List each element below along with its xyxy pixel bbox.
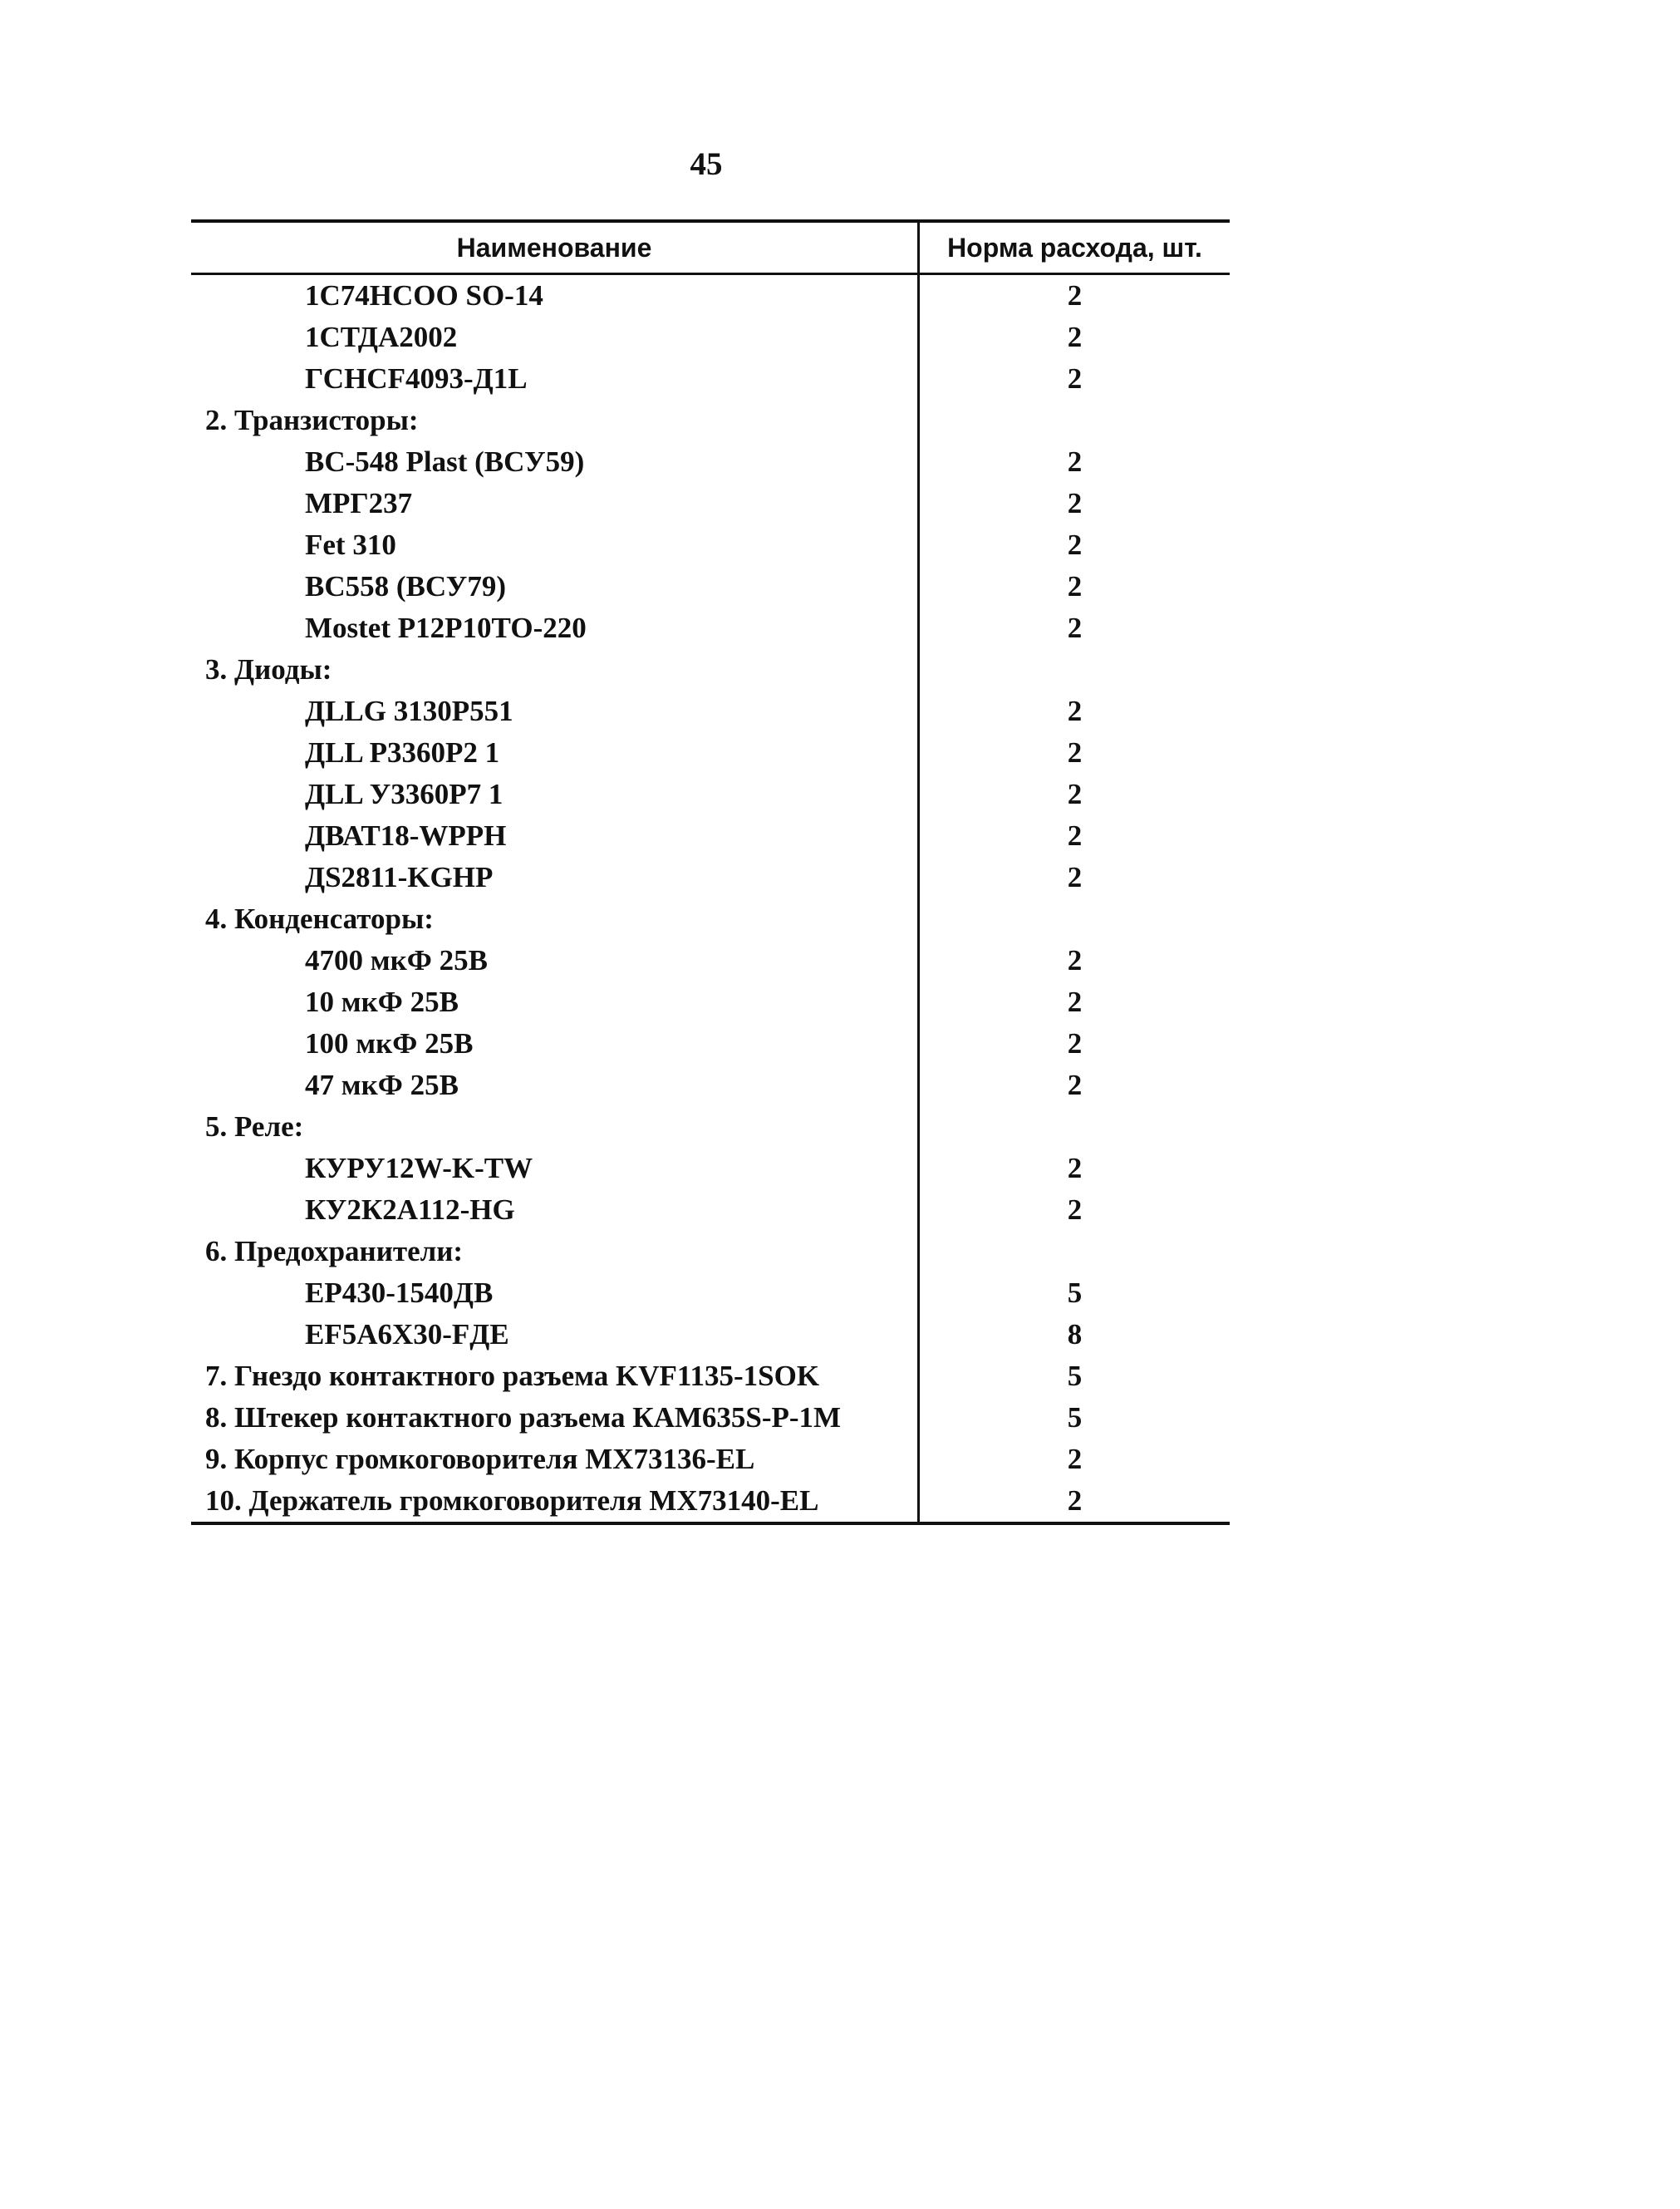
item-qty: 2: [1067, 570, 1083, 603]
item-name: ВС558 (ВСУ79): [191, 566, 920, 608]
item-qty: 2: [1067, 321, 1083, 353]
table-row: [191, 774, 1230, 815]
table-row: [191, 1065, 1230, 1106]
table-row: [191, 441, 1230, 483]
header-qty: Норма расхода, шт.: [947, 232, 1202, 263]
item-name: ГСНСF4093-Д1L: [191, 358, 920, 400]
item-name: 8. Штекер контактного разъема КАМ635S-Р-1М: [191, 1397, 920, 1439]
table-row: [191, 1148, 1230, 1189]
item-name: МРГ237: [191, 483, 920, 524]
table-row: [191, 524, 1230, 566]
item-qty: 2: [1067, 695, 1083, 727]
item-qty: 2: [1067, 736, 1083, 769]
table-row: [191, 566, 1230, 608]
table-row-section: [191, 1355, 1230, 1397]
table-row: [191, 1189, 1230, 1231]
table-row-section: [191, 1231, 1230, 1272]
item-name: Fet 310: [191, 524, 920, 566]
item-qty: 2: [1067, 819, 1083, 852]
item-qty: 8: [1067, 1318, 1083, 1350]
table-row-section: [191, 1397, 1230, 1439]
item-qty: 5: [1067, 1401, 1083, 1434]
table-row-section: [191, 1480, 1230, 1522]
table-row-section: [191, 898, 1230, 940]
item-name: 47 мкФ 25В: [191, 1065, 920, 1106]
item-name: ДLLG 3130Р551: [191, 691, 920, 732]
item-qty: [920, 400, 1230, 441]
item-qty: 2: [1067, 362, 1083, 395]
item-qty: 2: [1067, 861, 1083, 893]
table-row: [191, 691, 1230, 732]
item-name: 7. Гнездо контактного разъема KVF1135-1SOK: [191, 1355, 920, 1397]
table-header-row: [191, 223, 1230, 275]
item-qty: 2: [1067, 778, 1083, 810]
item-qty: [920, 898, 1230, 940]
table-row-section: [191, 400, 1230, 441]
item-name: КУРУ12W-K-TW: [191, 1148, 920, 1189]
item-qty: [920, 1231, 1230, 1272]
table-row: [191, 940, 1230, 982]
item-name: 10 мкФ 25В: [191, 982, 920, 1023]
item-qty: 2: [1067, 1069, 1083, 1101]
consumption-table: [191, 219, 1230, 1525]
item-name: ЕР430-1540ДВ: [191, 1272, 920, 1314]
item-name: КУ2К2А112-HG: [191, 1189, 920, 1231]
item-name: 100 мкФ 25В: [191, 1023, 920, 1065]
table-row-section: [191, 649, 1230, 691]
item-qty: 2: [1067, 1193, 1083, 1226]
table-row-section: [191, 1439, 1230, 1480]
item-name: 3. Диоды:: [191, 649, 920, 691]
table-row: [191, 1272, 1230, 1314]
item-name: ДLL У3360Р7 1: [191, 774, 920, 815]
item-name: 6. Предохранители:: [191, 1231, 920, 1272]
item-name: 1С74НСОО SO-14: [191, 275, 920, 317]
item-name: 4. Конденсаторы:: [191, 898, 920, 940]
item-qty: 2: [1067, 445, 1083, 478]
item-name: Mostet Р12Р10ТО-220: [191, 608, 920, 649]
item-qty: 2: [1067, 1484, 1083, 1517]
item-qty: 2: [1067, 529, 1083, 561]
table-row-section: [191, 1106, 1230, 1148]
item-name: ЕF5А6Х30-FДЕ: [191, 1314, 920, 1355]
item-name: ДS2811-KGHP: [191, 857, 920, 898]
item-name: 10. Держатель громкоговорителя МХ73140-EL: [191, 1480, 920, 1522]
item-name: 4700 мкФ 25В: [191, 940, 920, 982]
item-name: 5. Реле:: [191, 1106, 920, 1148]
table-row: [191, 358, 1230, 400]
page-number: 45: [690, 146, 723, 182]
table-row: [191, 1314, 1230, 1355]
table-row: [191, 982, 1230, 1023]
item-qty: [920, 1106, 1230, 1148]
item-name: 2. Транзисторы:: [191, 400, 920, 441]
item-name: 9. Корпус громкоговорителя МХ73136-EL: [191, 1439, 920, 1480]
table-body: [191, 275, 1230, 1522]
item-qty: 5: [1067, 1277, 1083, 1309]
table-row: [191, 275, 1230, 317]
table-row: [191, 732, 1230, 774]
table-row: [191, 857, 1230, 898]
table-row: [191, 317, 1230, 358]
item-qty: 2: [1067, 944, 1083, 977]
item-name: ДLL Р3360Р2 1: [191, 732, 920, 774]
table-row: [191, 608, 1230, 649]
item-qty: 2: [1067, 612, 1083, 644]
item-qty: [920, 649, 1230, 691]
item-qty: 5: [1067, 1360, 1083, 1392]
item-name: 1СТДА2002: [191, 317, 920, 358]
item-qty: 2: [1067, 279, 1083, 312]
table-row: [191, 483, 1230, 524]
item-qty: 2: [1067, 986, 1083, 1018]
table-row: [191, 1023, 1230, 1065]
item-name: ДВАТ18-WPPH: [191, 815, 920, 857]
item-name: ВС-548 Plast (ВСУ59): [191, 441, 920, 483]
table-row: [191, 815, 1230, 857]
item-qty: 2: [1067, 1443, 1083, 1475]
item-qty: 2: [1067, 1027, 1083, 1060]
item-qty: 2: [1067, 1152, 1083, 1184]
header-name: Наименование: [191, 223, 920, 273]
item-qty: 2: [1067, 487, 1083, 519]
